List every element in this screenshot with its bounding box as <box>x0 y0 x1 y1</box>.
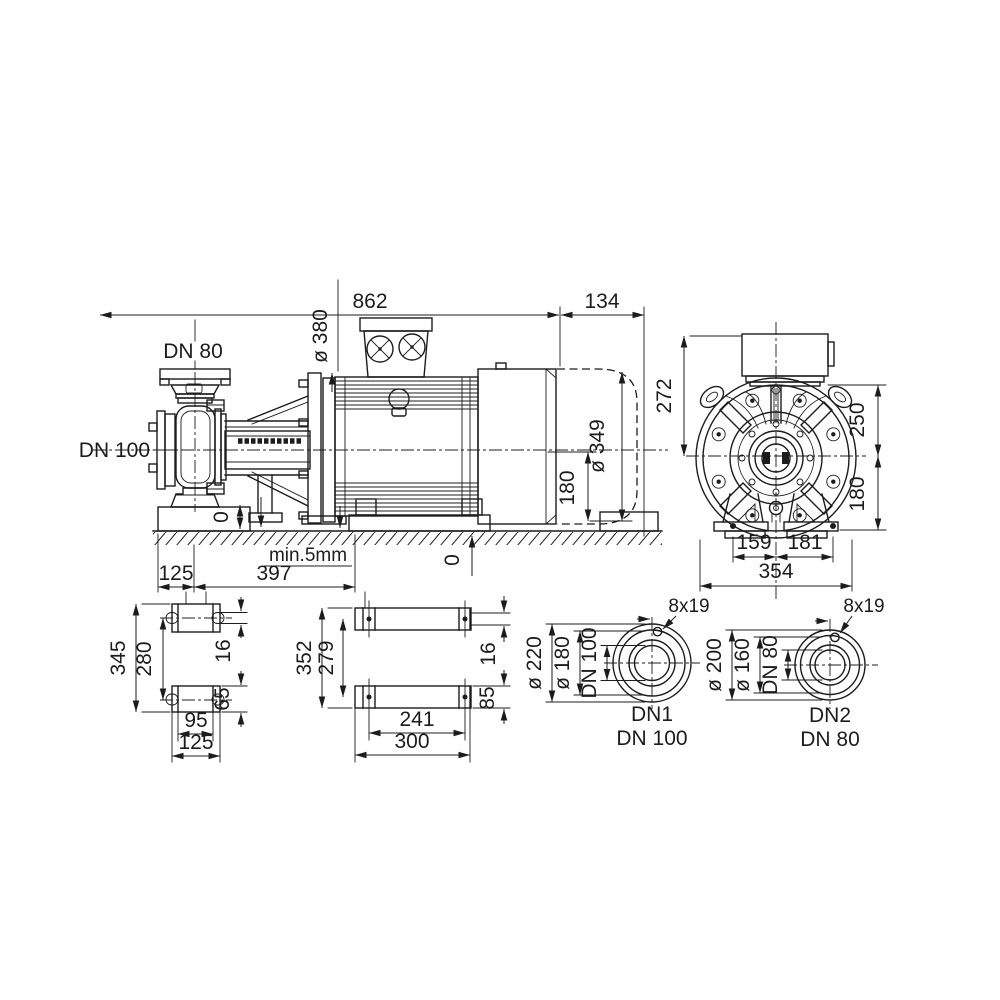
dim-fan-overhang: 134 <box>584 290 620 313</box>
dim-foot-hole-right: 181 <box>787 531 823 554</box>
caption-dn1-line2: DN 100 <box>616 727 688 750</box>
dim-motor-foot-hole-pitch-width: 241 <box>399 708 435 731</box>
dim-terminal-box-height: 272 <box>653 378 676 414</box>
dim-dn2-bolt-circle: ø 160 <box>731 638 754 692</box>
caption-dn1-line1: DN1 <box>630 703 674 726</box>
dim-dn1-outer-diameter: ø 220 <box>523 636 546 690</box>
dim-shaft-center-height: 180 <box>556 470 579 506</box>
dim-pump-foot-overall-length: 345 <box>107 640 130 676</box>
label-discharge-port: DN 80 <box>163 340 223 363</box>
dim-pump-foot-slot-width: 16 <box>212 639 235 663</box>
dim-axis-to-motor-foot: 397 <box>256 562 292 585</box>
label-dn1-bolt-holes: 8x19 <box>668 596 710 617</box>
dim-motor-foot-pad-depth: 85 <box>476 686 499 710</box>
caption-dn2-line1: DN2 <box>808 704 852 727</box>
dim-dn2-bore: DN 80 <box>759 635 782 695</box>
dim-axis-height-front: 180 <box>846 476 869 512</box>
dim-flange-diameter: ø 380 <box>309 309 332 363</box>
dim-foot-hole-left: 159 <box>736 531 772 554</box>
dim-pump-foot-pad-width: 125 <box>178 731 214 754</box>
dim-dn1-bolt-circle: ø 180 <box>551 636 574 690</box>
label-dn2-bolt-holes: 8x19 <box>843 596 885 617</box>
label-suction-port: DN 100 <box>78 439 150 462</box>
dim-flange-top-height: 250 <box>846 402 869 438</box>
dim-pump-foot-slot-span: 95 <box>184 709 208 732</box>
caption-dn2-line2: DN 80 <box>800 728 860 751</box>
dim-foundation-edge-to-axis: 125 <box>158 562 194 585</box>
dim-motor-foot-level: 0 <box>441 554 464 566</box>
dim-dn2-outer-diameter: ø 200 <box>703 638 726 692</box>
dim-motor-foot-hole-pitch-length: 279 <box>315 640 338 676</box>
dim-dn1-bore: DN 100 <box>578 627 601 699</box>
dim-pump-foot-slot-pitch: 280 <box>133 641 156 677</box>
dim-motor-foot-overall-width: 300 <box>394 730 430 753</box>
dim-motor-envelope-diameter: ø 349 <box>586 419 609 473</box>
dim-motor-foot-hole-diameter: 16 <box>477 642 500 666</box>
dim-pump-foot-level: 0 <box>210 511 233 523</box>
dim-pump-foot-pad-depth: 65 <box>211 687 234 711</box>
dim-overall-length: 862 <box>352 290 388 313</box>
dim-foot-overall-width: 354 <box>758 560 794 583</box>
dim-motor-foot-overall-length: 352 <box>293 640 316 676</box>
note-foundation-gap: min.5mm <box>268 545 348 566</box>
